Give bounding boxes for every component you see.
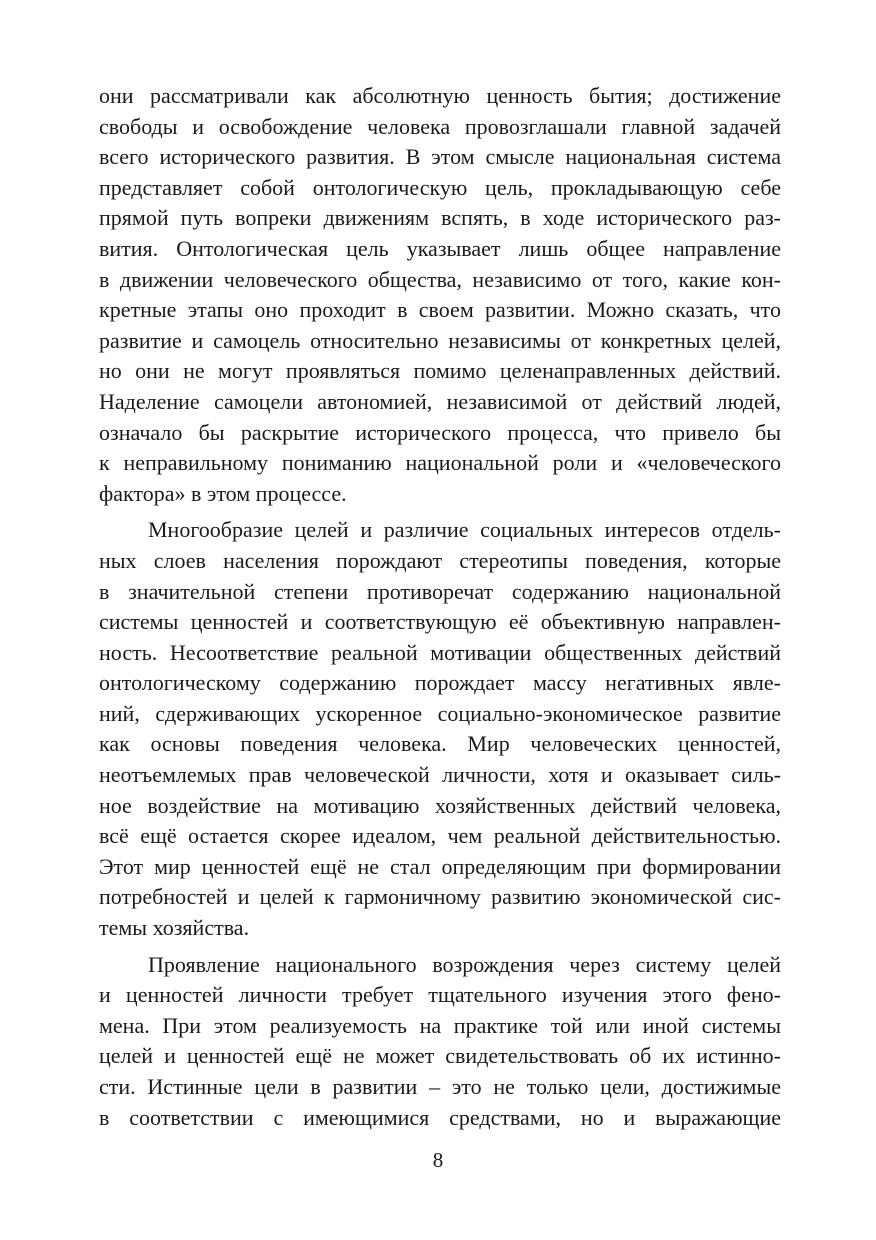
- text-line: представляет собой онтологическую цель, прокладывающую себе: [99, 174, 781, 200]
- text-line: Наделение самоцели автономией, независимой от действий людей,: [99, 388, 781, 414]
- text-line: всё ещё остается скорее идеалом, чем реальной действительностью.: [99, 823, 781, 849]
- text-line: они рассматривали как абсолютную ценность бытия; достижение: [99, 83, 781, 108]
- text-line: и ценностей личности требует тщательного изучения этого фено-: [99, 982, 781, 1008]
- text-line: неотъемлемых прав человеческой личности, хотя и оказывает силь-: [99, 762, 781, 788]
- text-line: мена. При этом реализуемость на практике той или иной системы: [99, 1012, 781, 1038]
- paragraph-3: [99, 950, 781, 1134]
- text-line: ных слоев населения порождают стереотипы поведения, которые: [99, 547, 781, 573]
- text-line: Проявление национального возрождения через систему целей: [148, 951, 781, 977]
- text-line: ний, сдерживающих ускоренное социально-экономическое развитие: [99, 700, 781, 726]
- text-line: вития. Онтологическая цель указывает лишь общее направление: [99, 235, 781, 261]
- text-line: развитие и самоцель относительно независимы от конкретных целей,: [99, 327, 781, 353]
- text-line: фактора» в этом процессе.: [99, 480, 347, 506]
- text-line: означало бы раскрытие исторического процесса, что привело бы: [99, 419, 781, 445]
- text-line: к неправильному пониманию национальной роли и «человеческого: [99, 450, 781, 476]
- text-line: свободы и освобождение человека провозглашали главной задачей: [99, 113, 781, 139]
- text-line: в соответствии с имеющимися средствами, но и выражающие: [99, 1104, 781, 1130]
- text-line: в значительной степени противоречат содержанию национальной: [99, 578, 781, 604]
- text-line: темы хозяйства.: [99, 915, 250, 941]
- text-line: целей и ценностей ещё не может свидетельствовать об их истинно-: [99, 1043, 781, 1069]
- text-line: в движении человеческого общества, независимо от того, какие кон-: [99, 266, 781, 292]
- text-line: как основы поведения человека. Мир человеческих ценностей,: [99, 731, 781, 757]
- text-line: всего исторического развития. В этом смысле национальная система: [99, 144, 781, 170]
- paragraph-2: [99, 515, 781, 943]
- text-line: Этот мир ценностей ещё не стал определяющим при формировании: [99, 853, 781, 879]
- text-line: потребностей и целей к гармоничному развитию экономической сис-: [99, 884, 781, 910]
- paragraph-1: [99, 81, 781, 509]
- text-line: Многообразие целей и различие социальных интересов отдель-: [148, 517, 781, 543]
- text-line: но они не могут проявляться помимо целенаправленных действий.: [99, 358, 781, 384]
- body-text: [99, 81, 781, 1133]
- text-line: прямой путь вопреки движениям вспять, в ходе исторического раз-: [99, 205, 781, 231]
- text-line: ность. Несоответствие реальной мотивации общественных действий: [99, 639, 781, 665]
- text-line: сти. Истинные цели в развитии – это не только цели, достижимые: [99, 1074, 781, 1099]
- text-line: системы ценностей и соответствующую её объективную направлен-: [99, 609, 781, 635]
- page-number: 8: [432, 1148, 444, 1172]
- text-line: онтологическому содержанию порождает массу негативных явле-: [99, 670, 781, 696]
- text-line: кретные этапы оно проходит в своем развитии. Можно сказать, что: [99, 297, 781, 323]
- text-line: ное воздействие на мотивацию хозяйственных действий человека,: [99, 792, 781, 818]
